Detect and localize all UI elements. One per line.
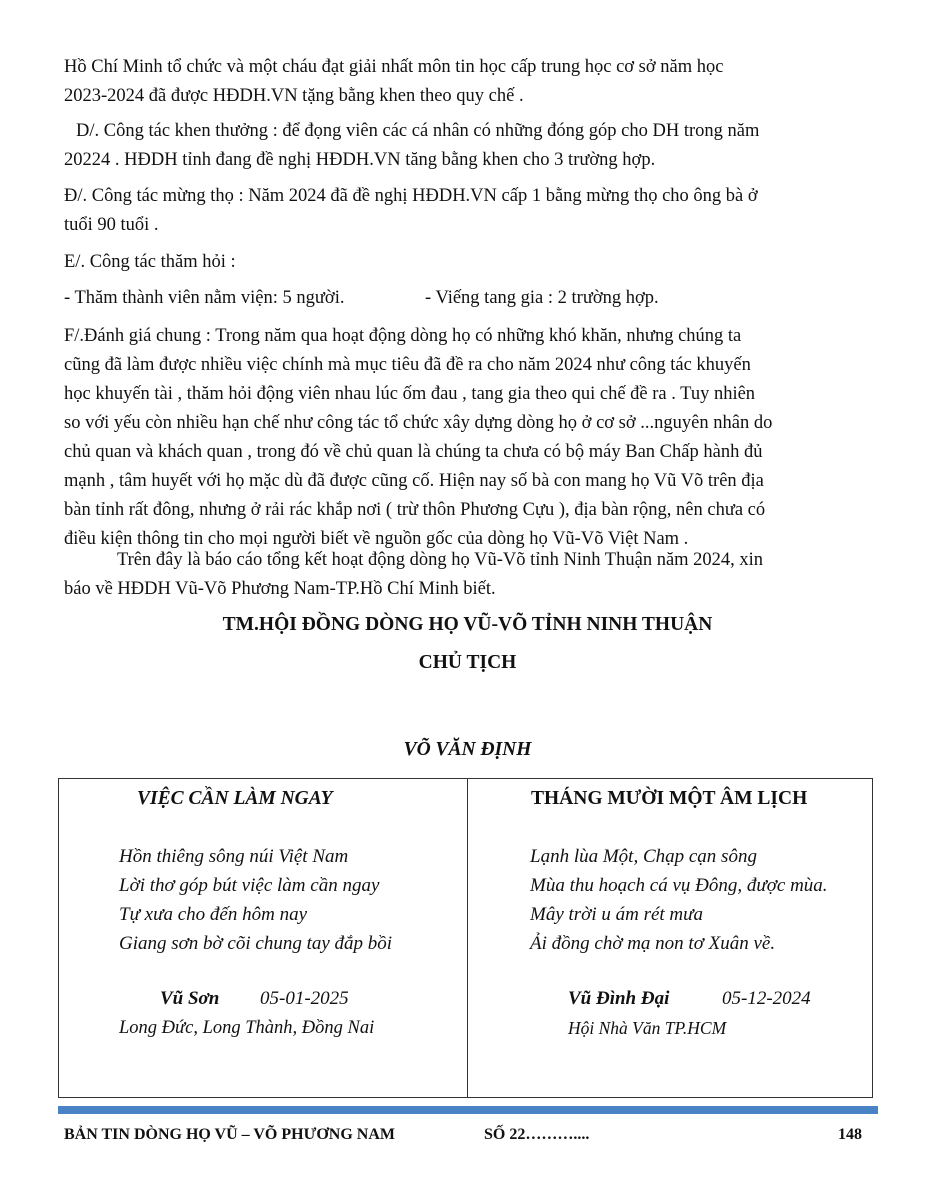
text-line: mạnh , tâm huyết với họ mặc dù đã được cũng cố. Hiện nay số bà con mang họ Vũ Võ trên địa bbox=[64, 471, 764, 491]
e-item-funeral: - Viếng tang gia : 2 trường hợp. bbox=[425, 288, 659, 308]
poem-left-date: 05-01-2025 bbox=[260, 988, 349, 1009]
text-line: 2023-2024 đã được HĐDH.VN tặng bằng khen theo quy chế . bbox=[64, 86, 524, 106]
footer-publication: BẢN TIN DÒNG HỌ VŨ – VÕ PHƯƠNG NAM bbox=[64, 1126, 395, 1143]
poem-right-author: Vũ Đình Đại bbox=[568, 988, 670, 1009]
verse-line: Lời thơ góp bút việc làm cần ngay bbox=[119, 875, 380, 896]
verse-line: Giang sơn bờ cõi chung tay đắp bồi bbox=[119, 933, 393, 954]
poem-left-place: Long Đức, Long Thành, Đồng Nai bbox=[119, 1018, 375, 1038]
poem-left-verse bbox=[119, 842, 392, 958]
text-line: học khuyến tài , thăm hỏi động viên nhau lúc ốm đau , tang gia theo qui chế đề ra . Tuy nhiên bbox=[64, 384, 756, 404]
text-line: tuổi 90 tuổi . bbox=[64, 215, 159, 235]
paragraph-intro bbox=[64, 53, 871, 111]
text-line: chủ quan và khách quan , trong đó về chủ quan là chúng ta chưa có bộ máy Ban Chấp hành đủ bbox=[64, 442, 763, 462]
verse-line: Mây trời u ám rét mưa bbox=[530, 904, 704, 925]
verse-line: Lạnh lùa Một, Chạp cạn sông bbox=[530, 846, 757, 867]
verse-line: Tự xưa cho đến hôm nay bbox=[119, 904, 307, 925]
text-line: D/. Công tác khen thưởng : để đọng viên các cá nhân có những đóng góp cho DH trong năm bbox=[76, 121, 760, 141]
verse-line: Hồn thiêng sông núi Việt Nam bbox=[119, 846, 349, 867]
text-line: Hồ Chí Minh tổ chức và một cháu đạt giải nhất môn tin học cấp trung học cơ sở năm học bbox=[64, 57, 724, 77]
signature-role: CHỦ TỊCH bbox=[418, 652, 517, 673]
paragraph-e-title: E/. Công tác thăm hỏi : bbox=[64, 252, 236, 272]
text-line: Trên đây là báo cáo tổng kết hoạt động dòng họ Vũ-Võ tỉnh Ninh Thuận năm 2024, xin bbox=[117, 550, 764, 570]
text-line: Đ/. Công tác mừng thọ : Năm 2024 đã đề nghị HĐDH.VN cấp 1 bằng mừng thọ cho ông bà ở bbox=[64, 186, 758, 206]
poem-right-place: Hội Nhà Văn TP.HCM bbox=[568, 1018, 727, 1038]
poem-left-author: Vũ Sơn bbox=[160, 988, 220, 1009]
paragraph-closing bbox=[64, 546, 871, 604]
paragraph-dd-longevity bbox=[64, 182, 871, 240]
poem-right-date: 05-12-2024 bbox=[722, 988, 811, 1009]
poem-right-signature bbox=[568, 988, 811, 1010]
text-line: so với yếu còn nhiều hạn chế như công tác tổ chức xây dựng dòng họ ở cơ sở ...nguyên nhân do bbox=[64, 413, 773, 433]
poem-right-verse bbox=[530, 842, 828, 958]
text-line: điều kiện thông tin cho mọi người biết về nguồn gốc của dòng họ Vũ-Võ Việt Nam . bbox=[64, 529, 689, 549]
e-item-hospital: - Thăm thành viên nằm viện: 5 người. bbox=[64, 288, 345, 308]
signature-organization: TM.HỘI ĐỒNG DÒNG HỌ VŨ-VÕ TỈNH NINH THUẬN bbox=[222, 614, 713, 635]
text-line: bàn tỉnh rất đông, nhưng ở rải rác khắp nơi ( trừ thôn Phương Cựu ), địa bàn rộng, nên chưa có bbox=[64, 500, 766, 520]
footer-page-number: 148 bbox=[838, 1126, 862, 1143]
poem-left-signature bbox=[160, 988, 349, 1010]
footer-bar bbox=[58, 1106, 878, 1114]
text-line: báo về HĐDH Vũ-Võ Phương Nam-TP.Hồ Chí Minh biết. bbox=[64, 579, 496, 599]
signature-name: VÕ VĂN ĐỊNH bbox=[403, 739, 532, 760]
text-line: 20224 . HĐDH tỉnh đang đề nghị HĐDH.VN tăng bằng khen cho 3 trường hợp. bbox=[64, 150, 656, 170]
paragraph-f-evaluation bbox=[64, 322, 871, 554]
verse-line: Mùa thu hoạch cá vụ Đông, được mùa. bbox=[530, 875, 828, 896]
verse-line: Ải đồng chờ mạ non tơ Xuân về. bbox=[530, 933, 776, 954]
text-line: F/.Đánh giá chung : Trong năm qua hoạt động dòng họ có những khó khăn, nhưng chúng ta bbox=[64, 326, 742, 346]
footer-issue: SỐ 22……….... bbox=[484, 1126, 590, 1143]
poem-left-title: VIỆC CẦN LÀM NGAY bbox=[137, 788, 333, 809]
paragraph-d-rewards bbox=[64, 117, 871, 175]
poem-divider bbox=[467, 778, 468, 1098]
poem-right-title: THÁNG MƯỜI MỘT ÂM LỊCH bbox=[531, 788, 808, 809]
text-line: cũng đã làm được nhiều việc chính mà mục tiêu đã đề ra cho năm 2024 như công tác khuyến bbox=[64, 355, 751, 375]
